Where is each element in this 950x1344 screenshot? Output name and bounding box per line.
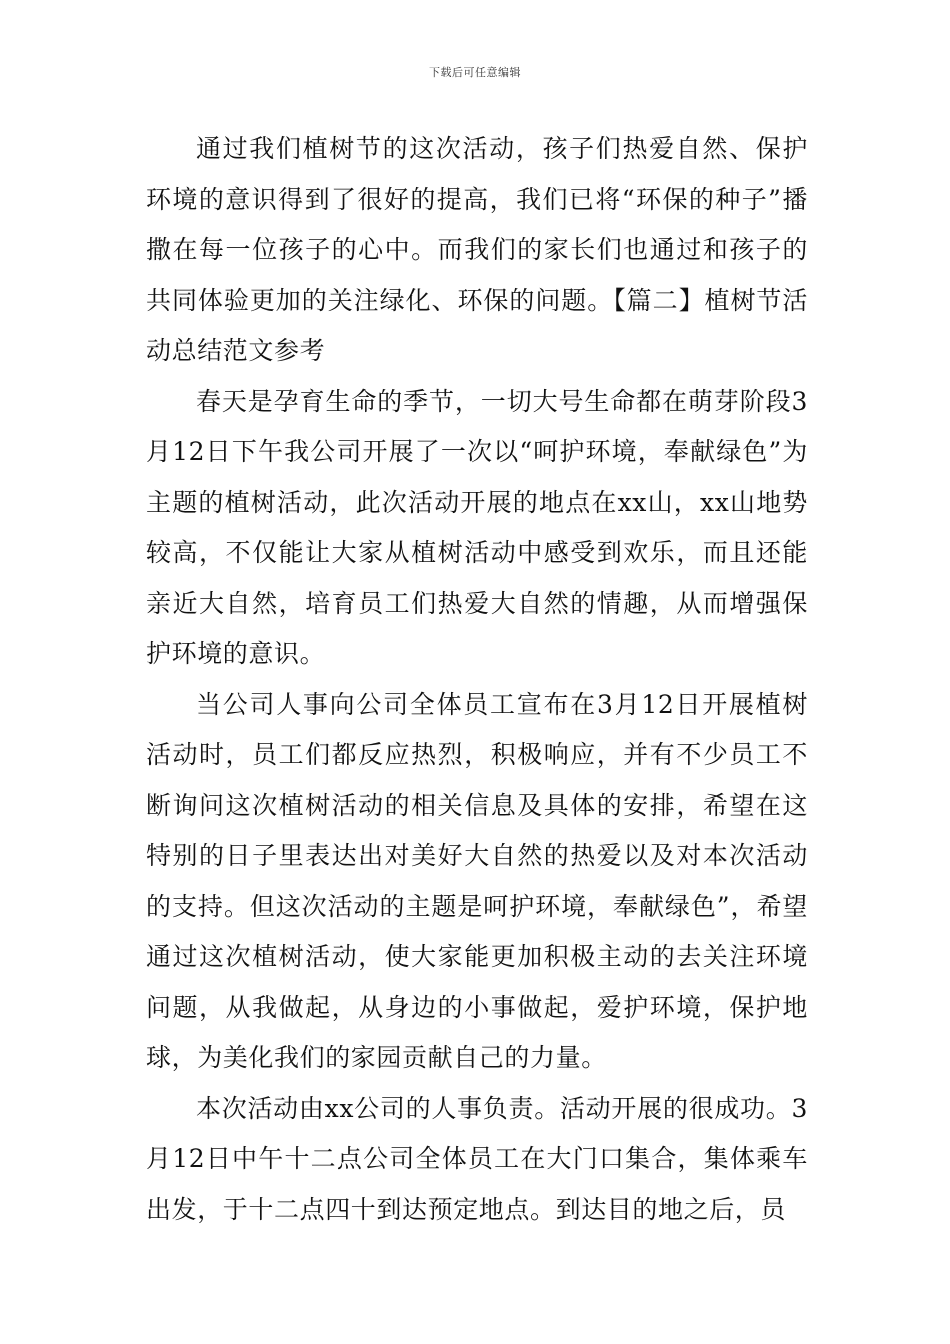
paragraph-4: 本次活动由xx公司的人事负责。活动开展的很成功。3月12日中午十二点公司全体员工在大门口集合，集体乘车出发，于十二点四十到达预定地点。到达目的地之后，员 xyxy=(146,1093,808,1224)
paragraph-3: 当公司人事向公司全体员工宣布在3月12日开展植树活动时，员工们都反应热烈，积极响应，并有不少员工不断询问这次植树活动的相关信息及具体的安排，希望在这特别的日子里表达出对美好大自然的热爱以及对本次活动的支持。但这次活动的主题是呵护环境，奉献绿色”，希望通过这次植树活动，使大家能更加积极主动的去关注环境问题，从我做起，从身边的小事做起，爱护环境，保护地球，为美化我们的家园贡献自己的力量。 xyxy=(146,689,808,1072)
page-header-note: 下载后可任意编辑 xyxy=(429,66,521,79)
paragraph-2: 春天是孕育生命的季节，一切大号生命都在萌芽阶段3月12日下午我公司开展了一次以“呵护环境，奉献绿色”为主题的植树活动，此次活动开展的地点在xx山，xx山地势较高，不仅能让大家从植树活动中感受到欢乐，而且还能亲近大自然，培育员工们热爱大自然的情趣，从而增强保护环境的意识。 xyxy=(146,386,808,668)
document-body xyxy=(146,124,808,1235)
paragraph-1: 通过我们植树节的这次活动，孩子们热爱自然、保护环境的意识得到了很好的提高，我们已将“环保的种子”播撒在每一位孩子的心中。而我们的家长们也通过和孩子的共同体验更加的关注绿化、环保的问题。【篇二】植树节活动总结范文参考 xyxy=(146,134,808,365)
